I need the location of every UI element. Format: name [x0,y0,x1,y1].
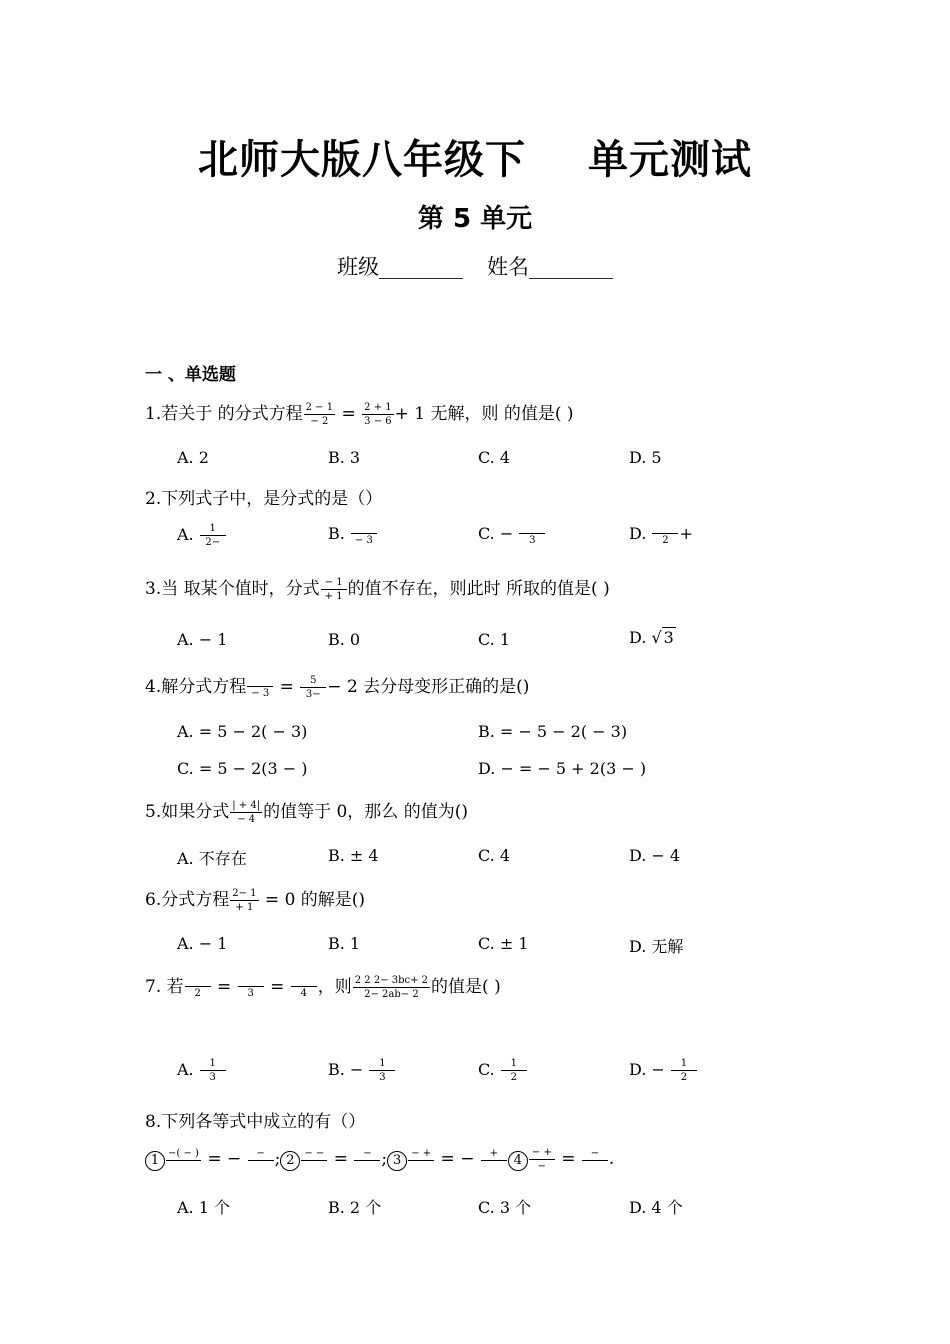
q1-option-b[interactable]: B. 3 [328,448,361,467]
q6-option-b[interactable]: B. 1 [328,934,361,953]
q1-option-c[interactable]: C. 4 [478,448,511,467]
question-2: 2.下列式子中，是分式的是（） [145,489,383,509]
q8-option-c[interactable]: C. 3 个 [478,1198,532,1217]
q4-option-c[interactable]: C. = 5 − 2(3 − ) [177,759,308,778]
q7-option-b[interactable]: B. − $\frac{1}{3}$ [328,1057,396,1084]
fraction: − 3 [247,675,273,700]
sqrt-symbol: √ 3 [651,628,674,647]
question-1: 1.若关于 的分式方程 $\frac{2 - 1}{- 2}$ = $\frac{2 + 1}{3 - 6}$ + 1 无解，则 的值是( ) [145,402,574,427]
q1-option-d[interactable]: D. 5 [629,448,662,467]
question-7: 7. 若 2 = 3 = 4 ，则 $\frac{2 2 2- 3bc+ 2}{2- 2ab- 2}$ 的值是( ) [145,975,501,1000]
circled-number: 1 [145,1151,165,1171]
q5-option-d[interactable]: D. − 4 [629,846,681,865]
q7-option-d[interactable]: D. − $\frac{1}{2}$ [629,1057,698,1084]
q6-option-a[interactable]: A. − 1 [177,934,228,953]
q1-option-a[interactable]: A. 2 [177,448,209,467]
q5-option-a[interactable]: A. 不存在 [177,849,247,868]
q7-option-c[interactable]: C. $\frac{1}{2}$ [478,1057,528,1084]
q8-option-b[interactable]: B. 2 个 [328,1198,382,1217]
q3-option-d[interactable]: D. √ 3 [629,628,674,647]
title-left: 北师大版八年级下 [198,137,526,183]
question-8: 8.下列各等式中成立的有（） [145,1112,366,1132]
q3-option-b[interactable]: B. 0 [328,630,361,649]
unit-subtitle: 第 5 单元 [417,204,533,234]
question-6: 6.分式方程 $\frac{2- 1}{+ 1}$ = 0 的解是() [145,888,366,913]
q8-option-d[interactable]: D. 4 个 [629,1198,683,1217]
q3-option-c[interactable]: C. 1 [478,630,511,649]
q5-option-b[interactable]: B. ± 4 [328,846,379,865]
question-4: 4.解分式方程 − 3 = $\frac{5}{3-}$ − 2 去分母变形正确的是() [145,675,530,700]
student-info [0,251,950,281]
q4-option-d[interactable]: D. − = − 5 + 2(3 − ) [478,759,647,778]
fraction: $\frac{2 + 1}{3 - 6}$ [364,402,392,427]
circled-number: 2 [280,1151,300,1171]
fraction: $\frac{| + 4|}{- 4}$ [232,800,261,825]
name-field: 姓名________ [487,255,613,279]
q3-option-a[interactable]: A. − 1 [177,630,228,649]
class-field: 班级________ [337,255,463,279]
q2-option-c[interactable]: C. − 3 [478,522,546,547]
q7-option-a[interactable]: A. $\frac{1}{3}$ [177,1057,227,1084]
circled-number: 3 [387,1151,407,1171]
fraction: $\frac{- 1}{+ 1}$ [321,576,347,603]
q6-option-d[interactable]: D. 无解 [629,937,684,956]
q2-option-a[interactable]: A. $\frac{1}{2-}$ [177,522,227,549]
section-title: 一 、单选题 [145,365,236,385]
fraction: $\frac{5}{3-}$ [300,674,326,701]
q4-option-a[interactable]: A. = 5 − 2( − 3) [177,722,308,741]
q6-option-c[interactable]: C. ± 1 [478,934,529,953]
title-right: 单元测试 [588,137,752,183]
page-title [0,128,950,185]
circled-number: 4 [508,1151,528,1171]
q4-option-b[interactable]: B. = − 5 − 2( − 3) [478,722,628,741]
fraction: $\frac{2 - 1}{- 2}$ [305,402,334,427]
q8-option-a[interactable]: A. 1 个 [177,1198,230,1217]
q2-option-b[interactable]: B. − 3 [328,522,378,547]
question-5: 5.如果分式 $\frac{| + 4|}{- 4}$ 的值等于 0，那么 的值为() [145,800,468,825]
q2-option-d[interactable]: D. 2 + [629,524,693,546]
question-3: 3.当 取某个值时，分式 $\frac{- 1}{+ 1}$ 的值不存在，则此时 所取的值是( ) [145,577,610,602]
q5-option-c[interactable]: C. 4 [478,846,511,865]
question-8-equations: 1 −( − ) = − − ; 2 − − = − ; 3 − + = − + 4 $\frac{- +}{-}$ = − . [145,1146,614,1173]
fraction: $\frac{2- 1}{+ 1}$ [232,888,257,913]
fraction: $\frac{2 2 2- 3bc+ 2}{2- 2ab- 2}$ [354,975,429,1000]
